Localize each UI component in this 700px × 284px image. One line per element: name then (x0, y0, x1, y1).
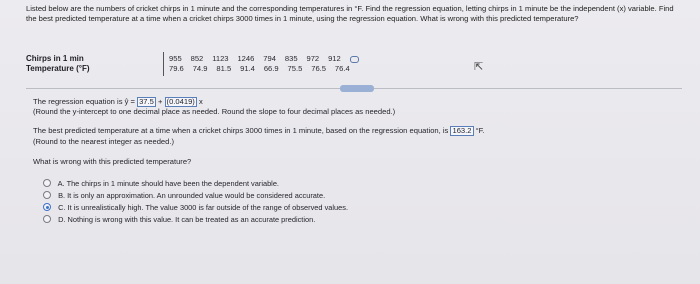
radio-button-icon[interactable] (43, 179, 51, 187)
table-cell: 79.6 (169, 63, 184, 73)
prediction-line: The best predicted temperature at a time when a cricket chirps 3000 times in 1 minute, based on the regression equation, is 163.2 °F. (33, 126, 485, 135)
table-divider (163, 52, 164, 76)
temperature-row-label: Temperature (°F) (26, 63, 90, 73)
table-cell: 972 (306, 54, 320, 63)
table-cell: 81.5 (216, 63, 232, 73)
slope-answer-box[interactable]: (0.0419) (166, 97, 195, 106)
temperature-row (169, 64, 357, 74)
question-prompt: Listed below are the numbers of cricket chirps in 1 minute and the corresponding temperatures in °F. Find the regression equation, letting chirps in 1 minute be the independent (x) variable. Find the best predicted temperature at a time when a cricket chirps 3000 times in 1 minute, using the regression equation. What is wrong with this predicted temperature? (26, 4, 674, 23)
table-cell: 91.4 (240, 63, 255, 73)
regression-equation-line: The regression equation is ŷ = 37.5 + (0.0419) x (33, 97, 203, 106)
expand-handle[interactable] (340, 85, 374, 92)
choice-c[interactable]: C. It is unrealistically high. The value 3000 is far outside of the range of observed values. (43, 203, 348, 213)
chirps-row-label: Chirps in 1 min (26, 54, 84, 63)
choice-a[interactable]: A. The chirps in 1 minute should have been the dependent variable. (43, 179, 279, 189)
prediction-answer-box[interactable]: 163.2 (452, 126, 472, 135)
table-cell: 66.9 (263, 63, 279, 73)
table-cell: 75.5 (287, 63, 303, 73)
table-cell: 835 (284, 54, 298, 63)
table-cell: 912 (328, 54, 341, 63)
choice-b[interactable]: B. It is only an approximation. An unrounded value would be considered accurate. (43, 191, 325, 201)
mouse-cursor-icon: ⇱ (474, 61, 484, 73)
radio-button-icon[interactable] (43, 191, 51, 199)
table-cell: 1246 (237, 54, 255, 63)
table-cell: 955 (169, 54, 182, 63)
copy-data-icon[interactable] (350, 56, 359, 63)
chirps-row (169, 54, 365, 64)
table-cell: 1123 (212, 54, 229, 63)
question-text: What is wrong with this predicted temperature? (33, 157, 192, 166)
table-cell: 74.9 (192, 63, 208, 73)
radio-button-icon[interactable] (43, 215, 51, 223)
table-row-labels (26, 54, 90, 73)
radio-button-selected-icon[interactable] (43, 203, 51, 211)
table-cell: 76.4 (334, 63, 350, 73)
table-cell: 794 (263, 54, 276, 63)
equation-rounding-hint: (Round the y-intercept to one decimal place as needed. Round the slope to four decimal places as needed.) (33, 107, 396, 116)
prediction-rounding-hint: (Round to the nearest integer as needed.) (33, 137, 174, 146)
table-cell: 852 (190, 54, 204, 63)
data-table (26, 52, 426, 76)
intercept-answer-box[interactable]: 37.5 (139, 97, 154, 106)
table-cell: 76.5 (311, 63, 326, 73)
choice-d[interactable]: D. Nothing is wrong with this value. It can be treated as an accurate prediction. (43, 215, 315, 225)
